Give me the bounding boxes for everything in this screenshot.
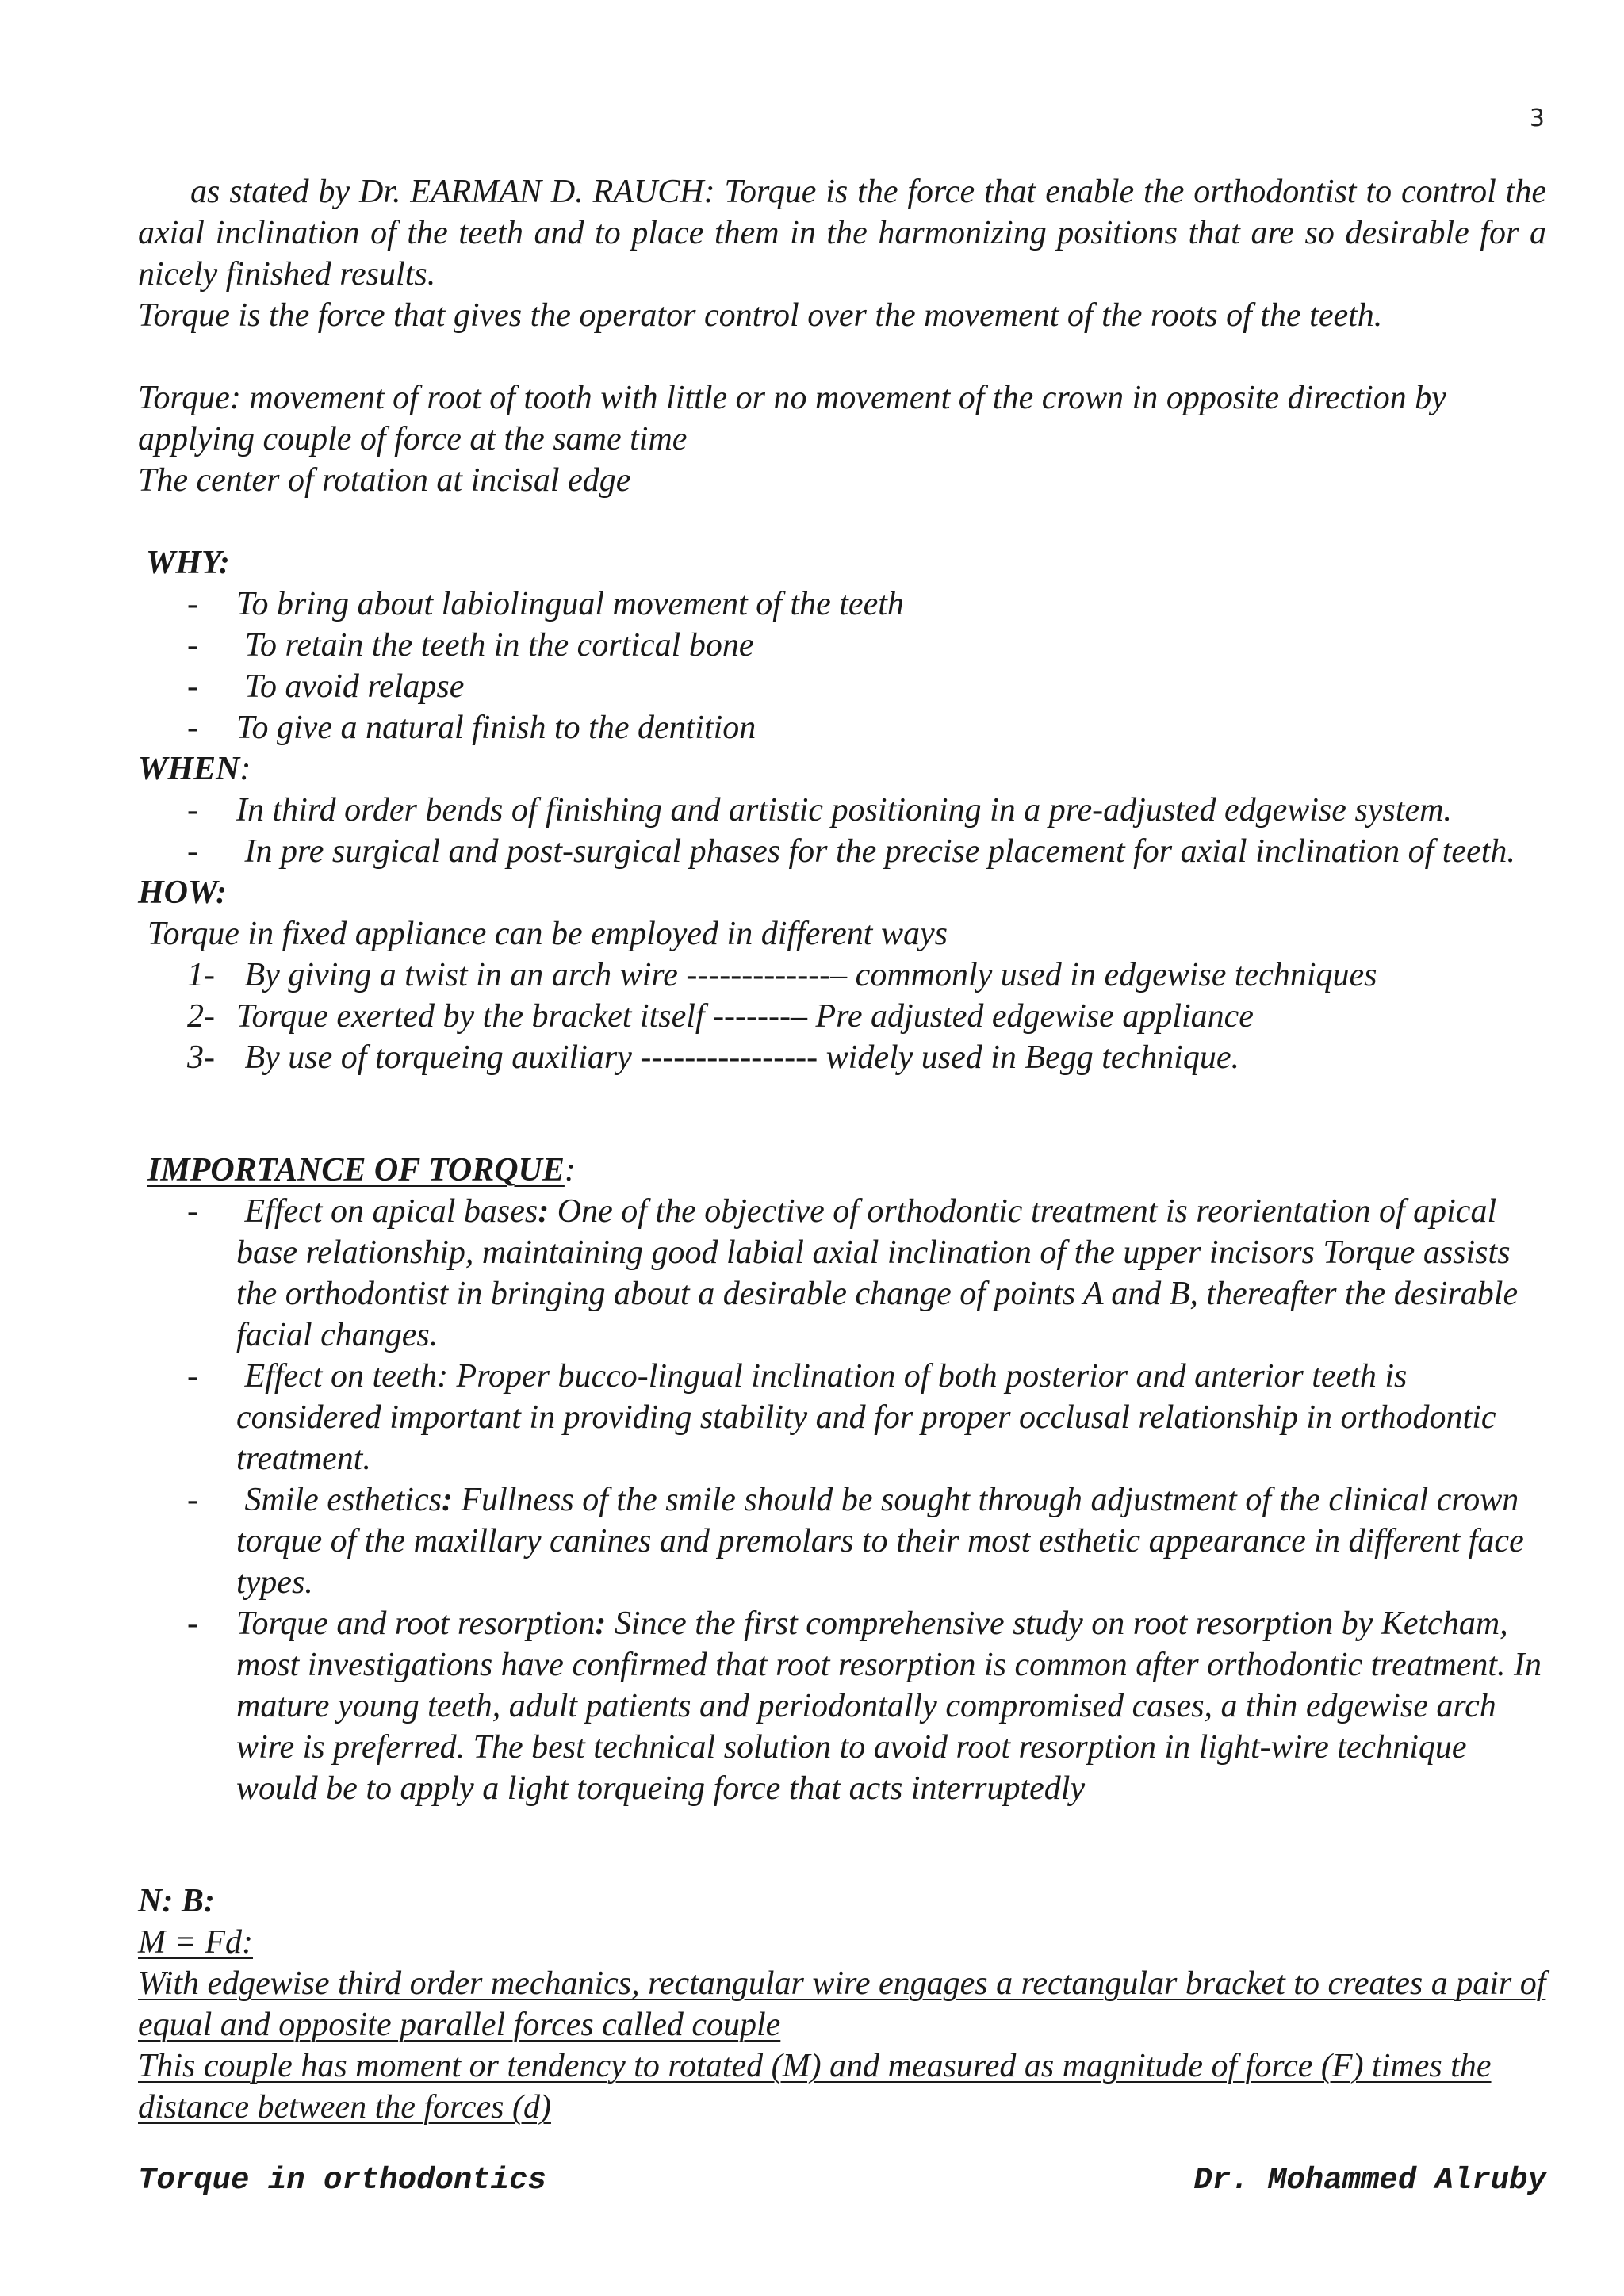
center-of-rotation: The center of rotation at incisal edge (138, 462, 631, 499)
dash-bullet: - (187, 586, 198, 622)
why-section (138, 542, 1546, 1078)
why-heading: WHY: (146, 545, 230, 581)
importance-heading: IMPORTANCE OF TORQUE: (147, 1152, 576, 1188)
dash-bullet: - (187, 1193, 198, 1230)
dash-bullet: - (187, 833, 198, 870)
item-number: 2- (187, 998, 215, 1035)
formula: M = Fd: (138, 1924, 253, 1961)
list-item: - To give a natural finish to the dentition (138, 707, 1546, 748)
dash-bullet: - (187, 1482, 198, 1518)
when-heading: WHEN: (138, 751, 251, 787)
dash-bullet: - (187, 1358, 198, 1395)
page-footer (138, 2160, 1546, 2201)
list-item: - To avoid relapse (138, 666, 1546, 707)
nb-paragraph: With edgewise third order mechanics, rectangular wire engages a rectangular bracket to creates a pair of equal and opposite parallel forces called couple (138, 1965, 1546, 2043)
list-item: - In third order bends of finishing and artistic positioning in a pre-adjusted edgewise system. (138, 790, 1546, 831)
importance-section (138, 1150, 1546, 1809)
item-number: 1- (187, 957, 215, 993)
intro-paragraph: Torque is the force that gives the operator control over the movement of the roots of the teeth. (138, 297, 1383, 334)
dash-bullet: - (187, 668, 198, 705)
nb-heading: N: B: (138, 1883, 215, 1919)
how-heading: HOW: (138, 874, 228, 911)
footer-author: Dr. Mohammed Alruby (1193, 2163, 1546, 2198)
list-item: - In pre surgical and post-surgical phases for the precise placement for axial inclination of teeth. (138, 831, 1546, 872)
dash-bullet: - (187, 1605, 198, 1642)
page-number: 3 (1529, 105, 1545, 132)
footer-title: Torque in orthodontics (138, 2163, 546, 2198)
list-item: - Effect on apical bases: One of the objective of orthodontic treatment is reorientation of apical base relationship, maintaining good labial axial inclination of the upper incisors Torque assists the orthodontist in bringing about a desirable change of points A and B, thereafter the desirable facial changes. (138, 1191, 1546, 1356)
dash-bullet: - (187, 792, 198, 828)
intro-section (138, 171, 1546, 336)
list-item: - Torque and root resorption: Since the first comprehensive study on root resorption by Ketcham, most investigations have confirmed that root resorption is common after orthodontic treatment. In mature young teeth, adult patients and periodontally compromised cases, a thin edgewise arch wire is preferred. The best technical solution to avoid root resorption in light-wire technique would be to apply a light torqueing force that acts interruptedly (138, 1603, 1546, 1809)
intro-paragraph: as stated by Dr. EARMAN D. RAUCH: Torque is the force that enable the orthodontist to control the axial inclination of the teeth and to place them in the harmonizing positions that are so desirable for a nicely finished results. (138, 174, 1546, 293)
definition-section (138, 377, 1546, 501)
nb-paragraph: This couple has moment or tendency to rotated (M) and measured as magnitude of force (F) times the distance between the forces (d) (138, 2048, 1492, 2126)
numbered-item: 1- By giving a twist in an arch wire -------------– commonly used in edgewise techniques (138, 955, 1546, 996)
list-item: - To bring about labiolingual movement of the teeth (138, 584, 1546, 625)
numbered-item: 2- Torque exerted by the bracket itself -------– Pre adjusted edgewise appliance (138, 996, 1546, 1037)
dash-bullet: - (187, 710, 198, 746)
how-intro: Torque in fixed appliance can be employed in different ways (147, 916, 948, 952)
item-number: 3- (187, 1039, 215, 1076)
definition-paragraph: Torque: movement of root of tooth with little or no movement of the crown in opposite direction by applying couple of force at the same time (138, 380, 1446, 457)
list-item: - To retain the teeth in the cortical bone (138, 625, 1546, 666)
nb-section (138, 1881, 1546, 2128)
list-item: - Smile esthetics: Fullness of the smile should be sought through adjustment of the clinical crown torque of the maxillary canines and premolars to their most esthetic appearance in different face types. (138, 1479, 1546, 1603)
list-item: - Effect on teeth: Proper bucco-lingual inclination of both posterior and anterior teeth is considered important in providing stability and for proper occlusal relationship in orthodontic treatment. (138, 1356, 1546, 1479)
numbered-item: 3- By use of torqueing auxiliary ---------------- widely used in Begg technique. (138, 1037, 1546, 1078)
dash-bullet: - (187, 627, 198, 664)
